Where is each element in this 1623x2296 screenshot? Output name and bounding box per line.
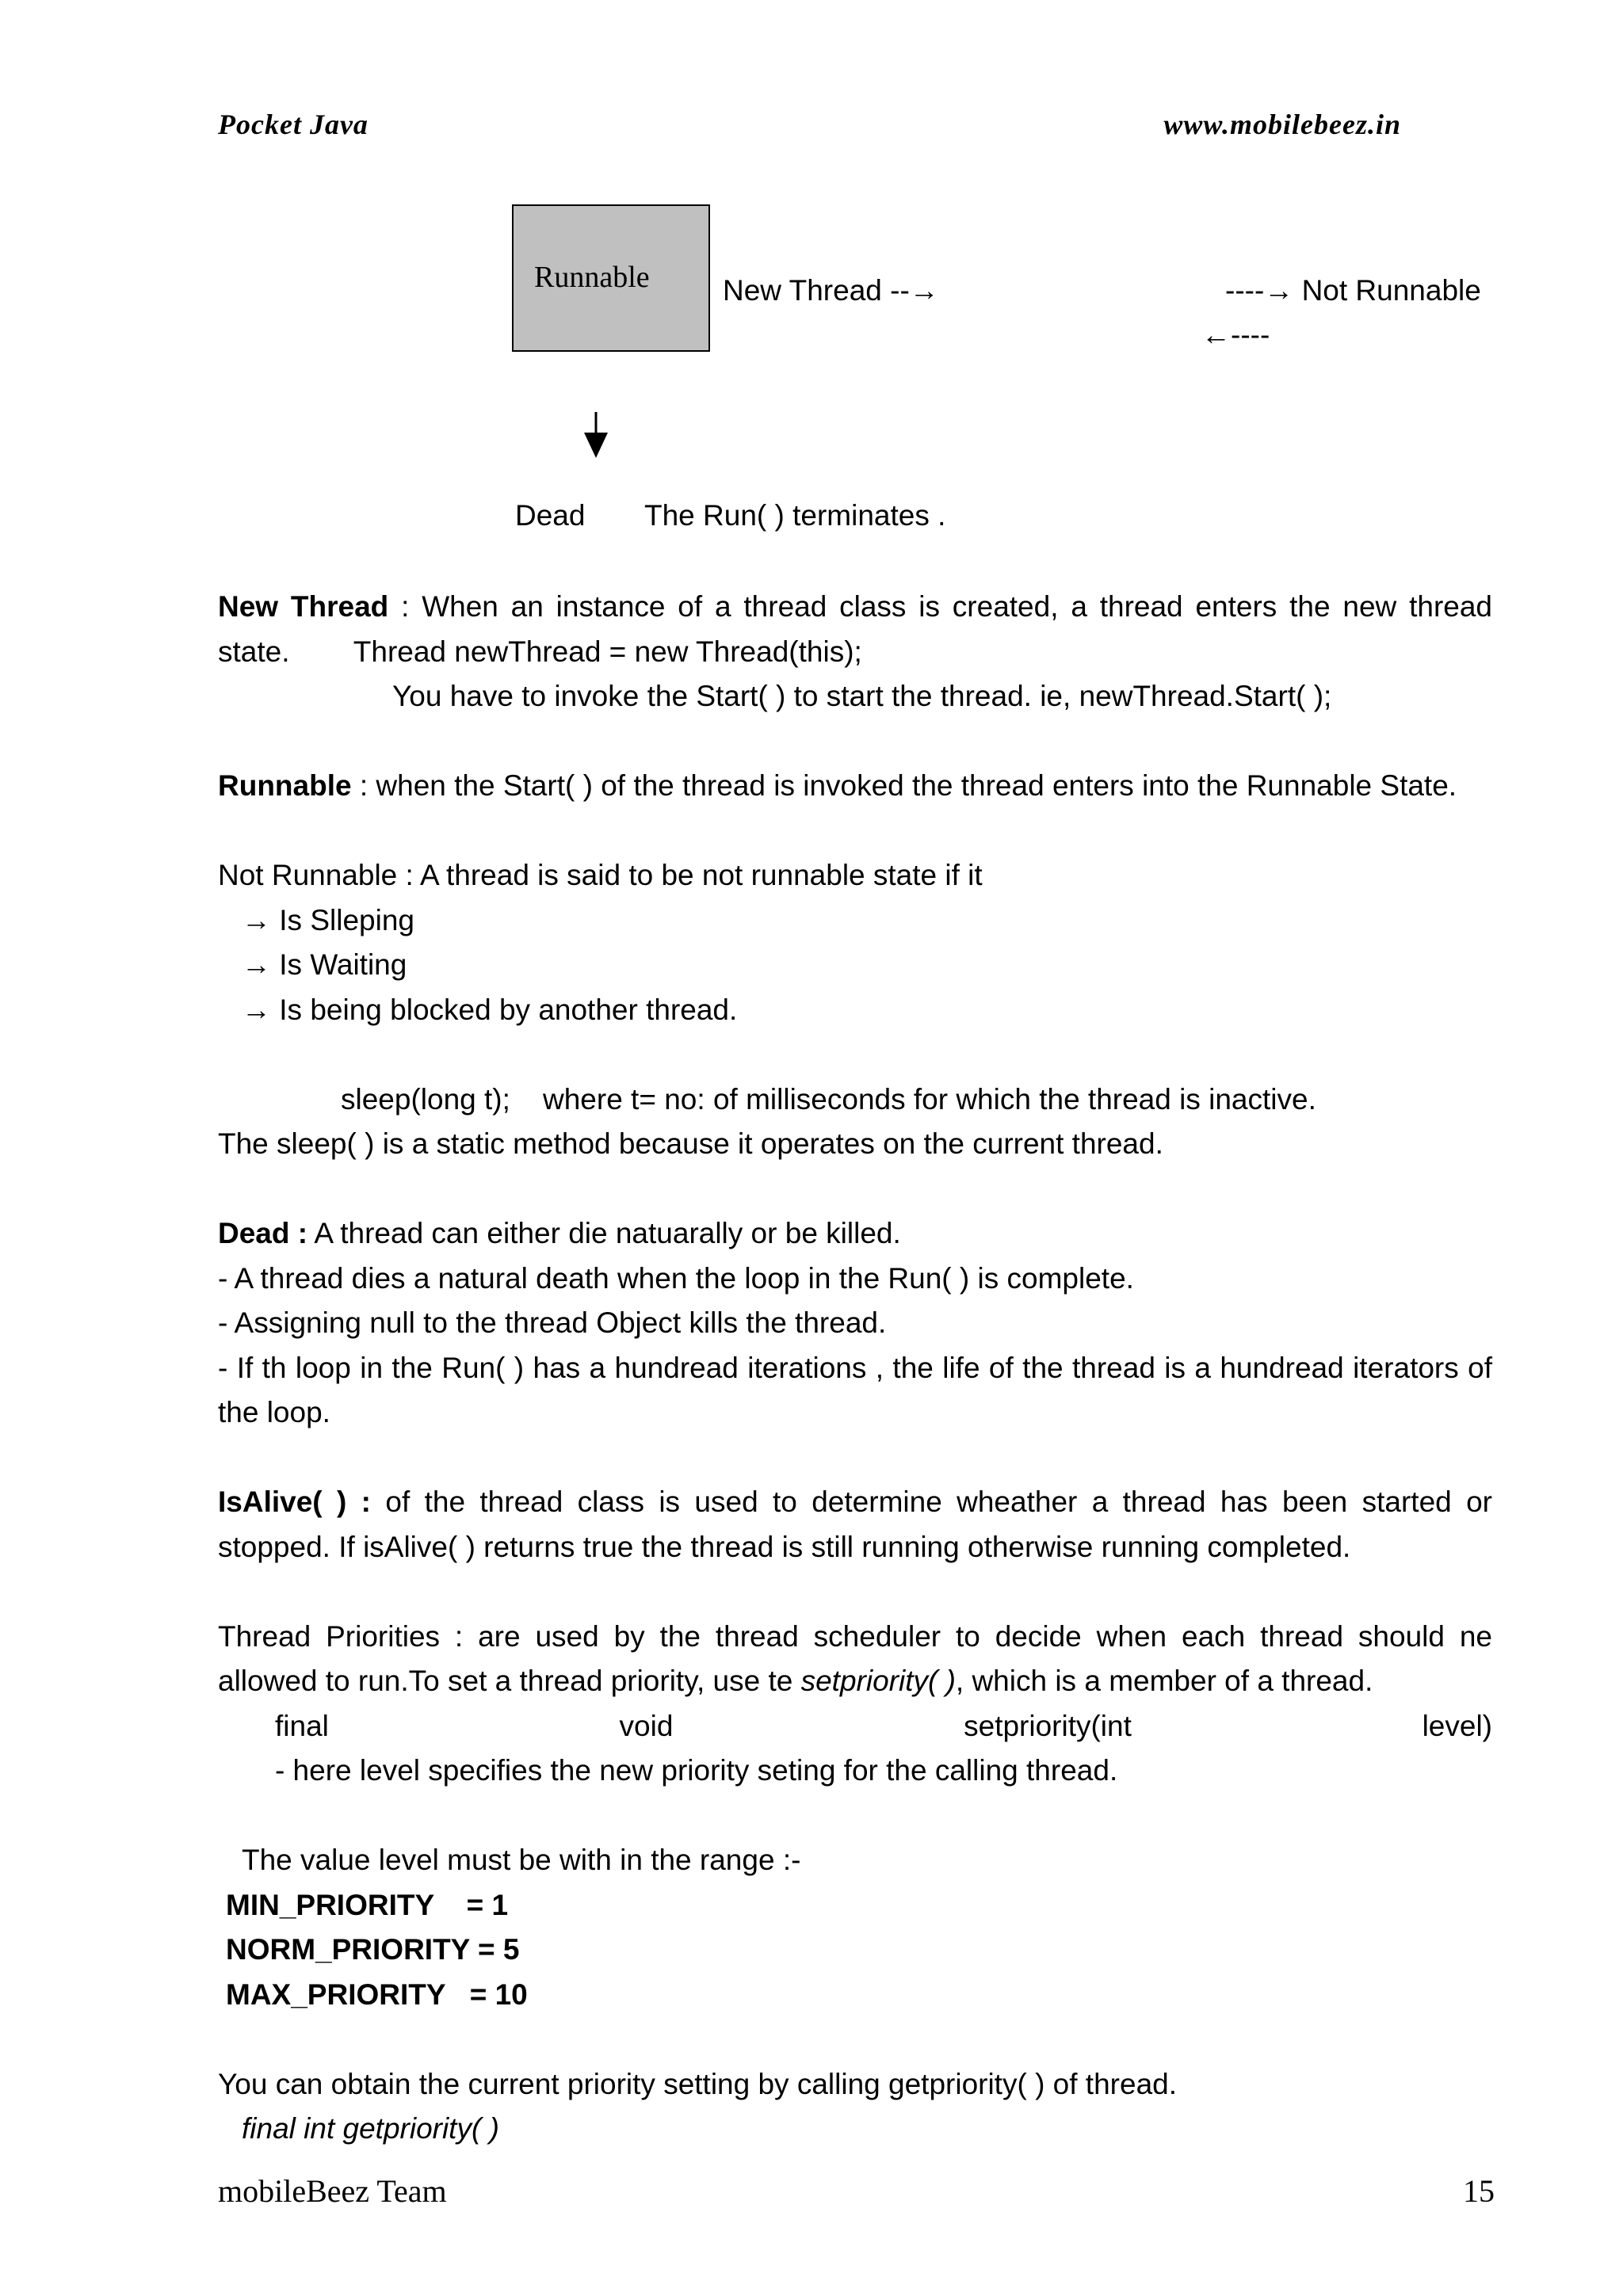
dead-desc: A thread can either die natuarally or be killed. (307, 1217, 901, 1249)
dead-state-label: Dead (515, 499, 586, 532)
dead-paragraph (218, 1211, 1492, 1257)
setpriority-desc: - here level specifies the new priority seting for the calling thread. (218, 1754, 1118, 1787)
not-runnable-intro: Not Runnable : A thread is said to be not runnable state if it (218, 859, 983, 891)
runnable-paragraph (218, 764, 1492, 809)
down-arrow-icon (584, 412, 608, 460)
new-thread-code: Thread newThread = new Thread(this); (353, 635, 862, 668)
footer-team: mobileBeez Team (218, 2173, 447, 2209)
list-item: - A thread dies a natural death when the loop in the Run( ) is complete. (218, 1261, 1134, 1295)
setpriority-code: final void setpriority(int level) (275, 1709, 1492, 1742)
dead-state-desc: The Run( ) terminates . (644, 499, 946, 532)
setpriority-paragraph (218, 1704, 1492, 1794)
sleep-code: sleep(long t); where t= no: of milliseconds for which the thread is inactive. (341, 1082, 1316, 1116)
priorities-text: Thread Priorities : are used by the thread scheduler to decide when each thread should ne allowed to run.To set a thread priority, use te (218, 1619, 1492, 1697)
header-website: www.mobilebeez.in (1163, 109, 1401, 140)
getpriority-desc: You can obtain the current priority setting by calling getpriority( ) of thread. (218, 2067, 1177, 2100)
new-thread-paragraph (218, 585, 1492, 674)
page-number: 15 (1463, 2173, 1495, 2209)
list-item: → Is Waiting (242, 948, 407, 981)
priorities-tail: , which is a member of a thread. (955, 1665, 1373, 1697)
range-intro: The value level must be with in the range :- (242, 1844, 801, 1876)
new-thread-desc: : When an instance of a thread class is created, a thread enters the new thread state. (218, 590, 1492, 668)
priorities-paragraph (218, 1615, 1492, 1704)
document-body (218, 585, 1492, 2152)
runnable-term: Runnable (218, 769, 352, 802)
isalive-desc: of the thread class is used to determine wheather a thread has been started or stopped. If isAlive( ) returns true the thread is still running otherwise running completed. (218, 1486, 1492, 1563)
new-thread-term: New Thread (218, 590, 389, 623)
new-thread-invoke: You have to invoke the Start( ) to start the thread. ie, newThread.Start( ); (392, 680, 1332, 712)
priorities-method: setpriority( ) (800, 1665, 956, 1697)
new-thread-label: New Thread --→ (723, 274, 939, 307)
back-arrow-label: ←---- (1201, 318, 1270, 351)
isalive-term: IsAlive( ) : (218, 1486, 371, 1518)
list-item: - If th loop in the Run( ) has a hundread iterations , the life of the thread is a hundread iterators of the loop. (218, 1351, 1492, 1428)
list-item: - Assigning null to the thread Object kills the thread. (218, 1306, 887, 1339)
runnable-state-box (512, 204, 710, 352)
priority-min: MIN_PRIORITY = 1 (226, 1888, 509, 1921)
runnable-desc: : when the Start( ) of the thread is invoked the thread enters into the Runnable State. (351, 769, 1457, 802)
sleep-desc: The sleep( ) is a static method because it operates on the current thread. (218, 1127, 1163, 1160)
header-title: Pocket Java (218, 109, 369, 140)
getpriority-code: final int getpriority( ) (242, 2112, 499, 2145)
list-item: → Is being blocked by another thread. (242, 993, 738, 1026)
not-runnable-label: ----→ Not Runnable (1225, 274, 1481, 307)
list-item: → Is Slleping (242, 903, 414, 936)
runnable-box-label: Runnable (534, 261, 650, 294)
dead-term: Dead : (218, 1217, 308, 1249)
priority-max: MAX_PRIORITY = 10 (226, 1978, 528, 2011)
isalive-paragraph (218, 1480, 1492, 1569)
priority-norm: NORM_PRIORITY = 5 (226, 1933, 520, 1966)
